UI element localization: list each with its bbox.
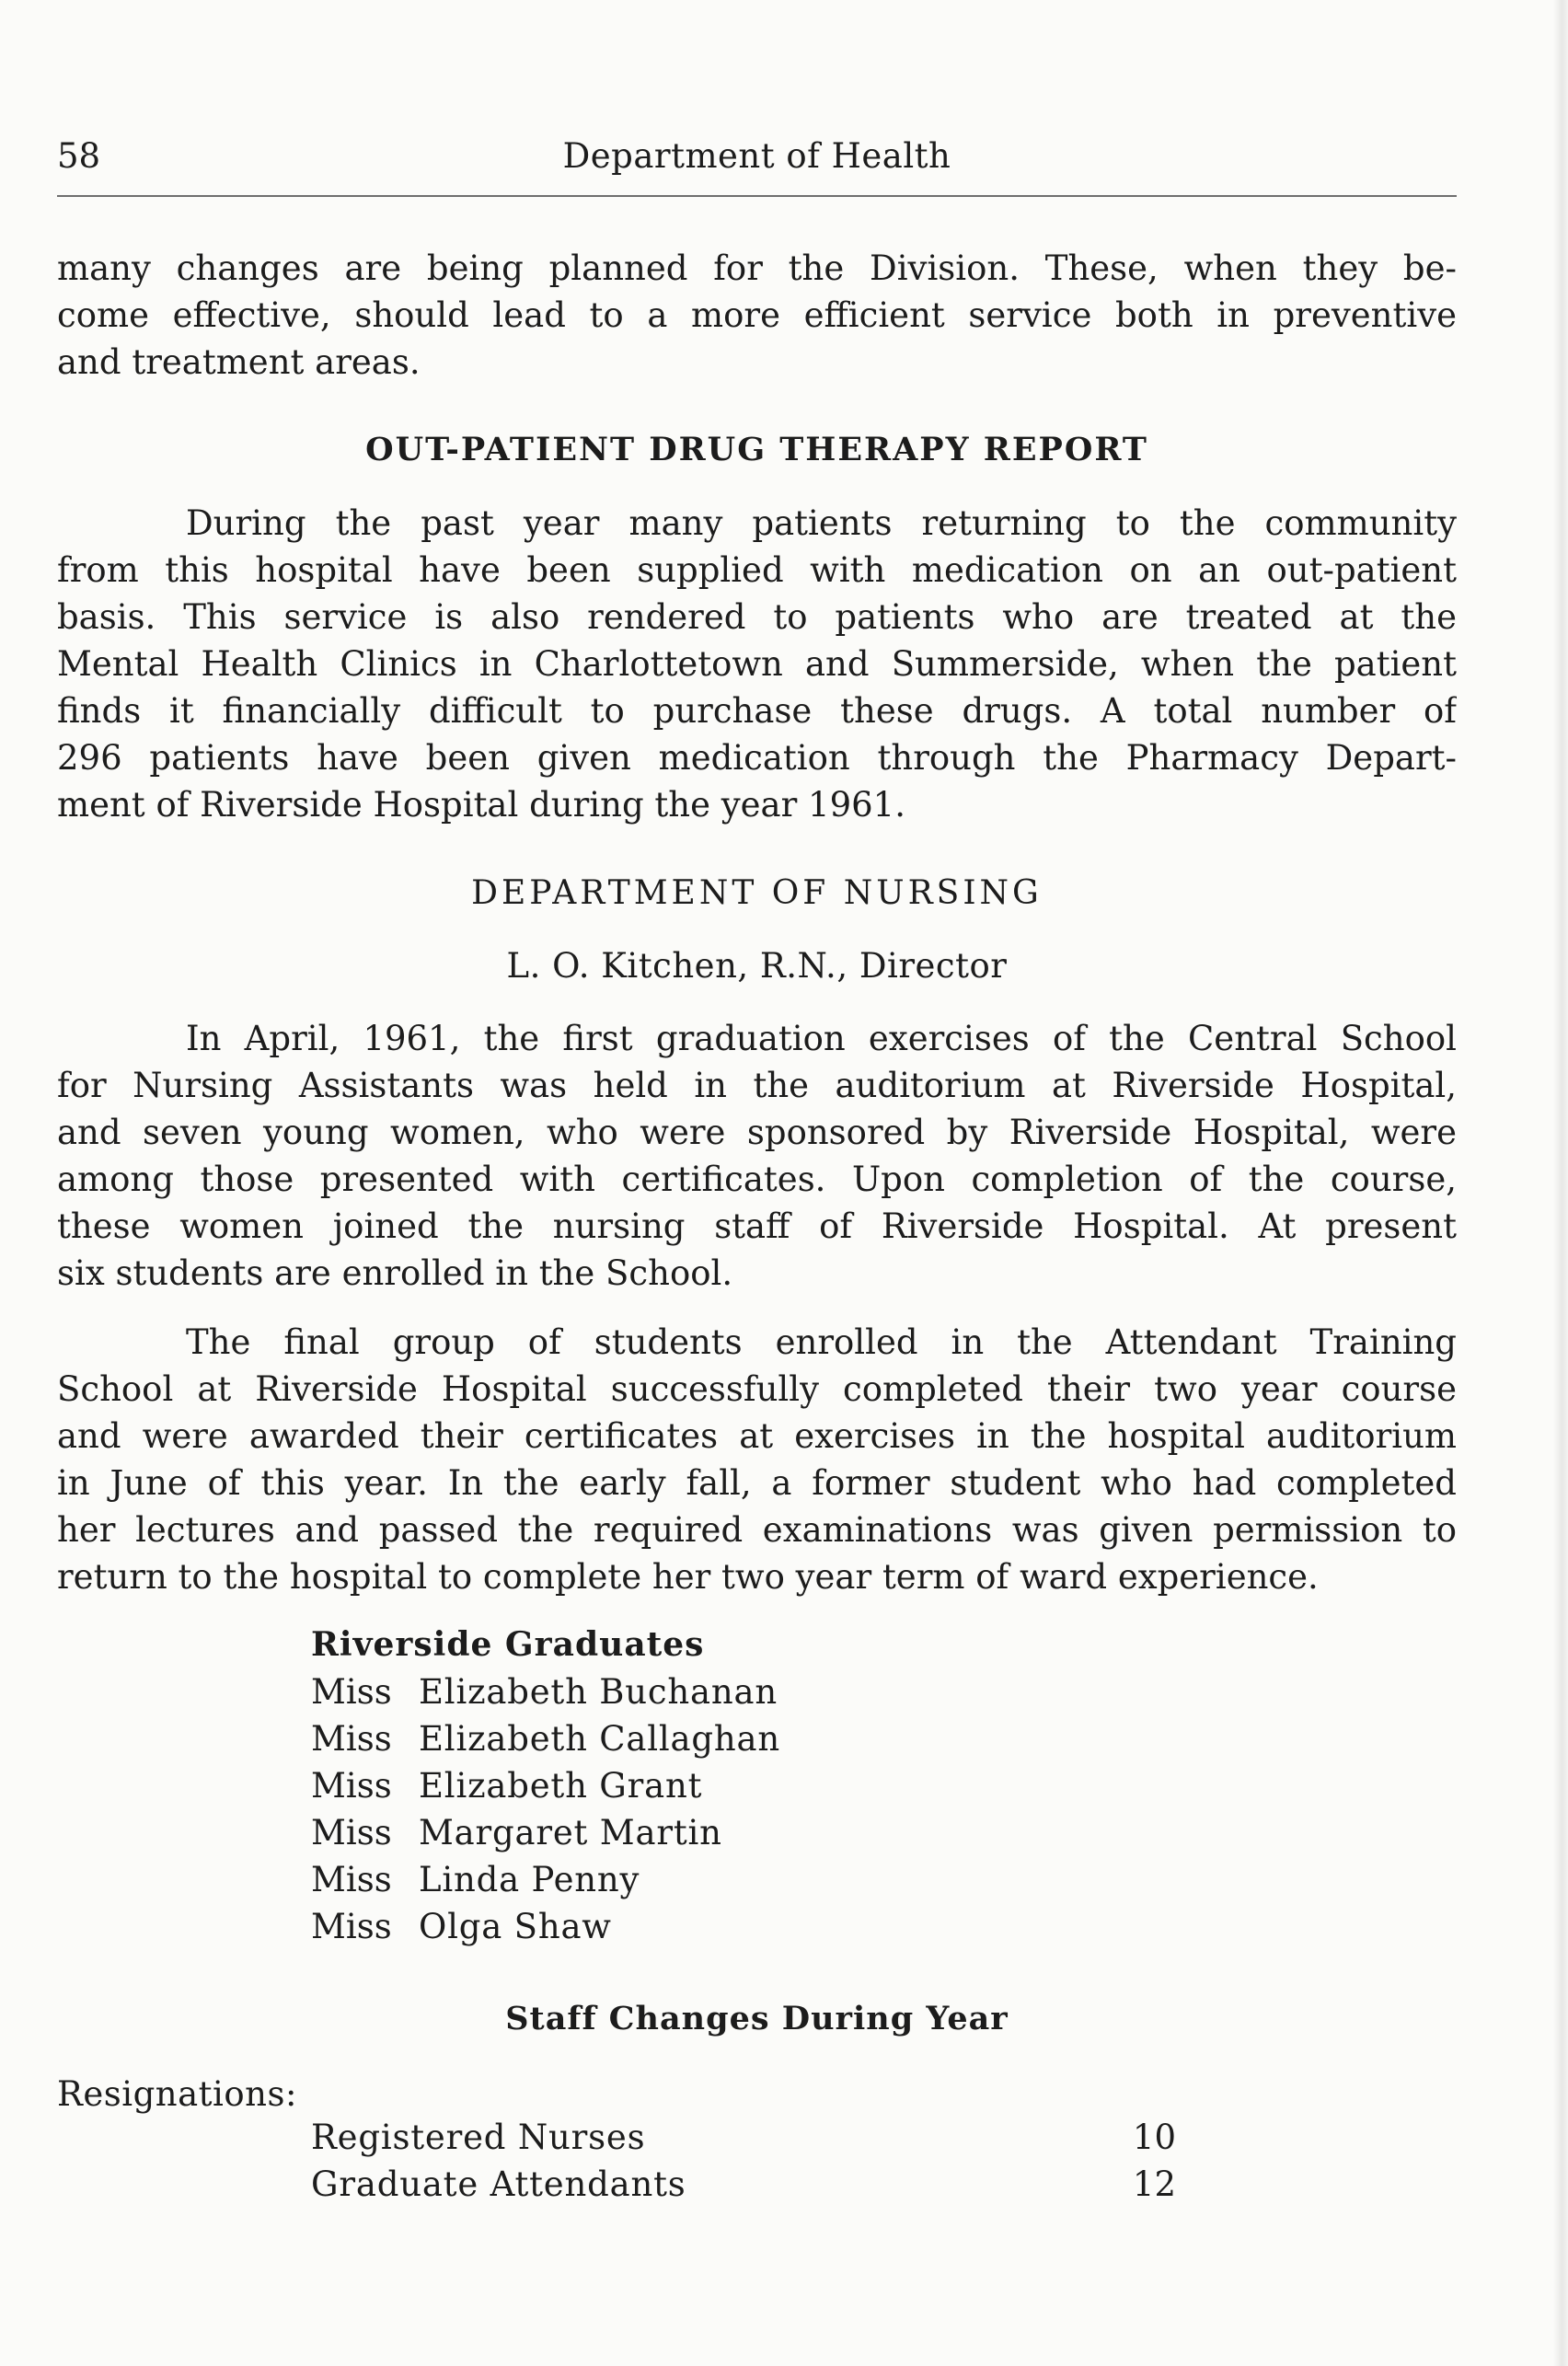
running-title: Department of Health	[562, 136, 951, 176]
graduate-title: Miss	[311, 1860, 392, 1899]
paragraph-line: finds it financially difficult to purchase these drugs. A total number of	[57, 691, 1457, 731]
paragraph-line: among those presented with certificates. Upon completion of the course,	[57, 1160, 1457, 1199]
row-count: 12	[1132, 2164, 1176, 2204]
paragraph-line: basis. This service is also rendered to patients who are treated at the	[57, 597, 1457, 637]
paragraph-line: from this hospital have been supplied with medication on an out-patient	[57, 550, 1457, 590]
graduate-entry	[311, 1668, 1139, 1715]
graduate-name: Elizabeth Callaghan	[419, 1719, 780, 1759]
scan-edge-shadow	[1553, 0, 1568, 2366]
drug-therapy-heading: OUT-PATIENT DRUG THERAPY REPORT	[365, 431, 1148, 468]
nursing-heading: DEPARTMENT OF NURSING	[471, 874, 1043, 912]
paragraph-line: return to the hospital to complete her two year term of ward experience.	[57, 1557, 1319, 1597]
graduates-heading: Riverside Graduates	[311, 1625, 705, 1664]
graduate-entry	[311, 1809, 1139, 1856]
graduate-entry	[311, 1856, 1139, 1903]
graduate-entry	[311, 1715, 1139, 1762]
paragraph-line: many changes are being planned for the Division. These, when they be-	[57, 248, 1457, 288]
graduate-name: Olga Shaw	[419, 1907, 612, 1946]
paragraph-line: School at Riverside Hospital successfully completed their two year course	[57, 1369, 1457, 1409]
row-count: 10	[1132, 2118, 1176, 2157]
staff-changes-table	[311, 2114, 1176, 2208]
page-number: 58	[57, 136, 101, 176]
graduate-title: Miss	[311, 1907, 392, 1946]
graduate-title: Miss	[311, 1813, 392, 1852]
row-label: Graduate Attendants	[311, 2164, 686, 2204]
graduates-list	[311, 1622, 1139, 1950]
paragraph-line: Mental Health Clinics in Charlottetown and Summerside, when the patient	[57, 644, 1457, 684]
graduate-name: Elizabeth Buchanan	[419, 1672, 778, 1712]
running-head	[57, 133, 1457, 179]
paragraph-line: six students are enrolled in the School.	[57, 1253, 733, 1293]
paragraph-line: ment of Riverside Hospital during the year 1961.	[57, 785, 905, 825]
paragraph-line: these women joined the nursing staff of Riverside Hospital. At present	[57, 1206, 1457, 1246]
graduate-entry	[311, 1762, 1139, 1809]
paragraph-line: The final group of students enrolled in the Attendant Training	[186, 1322, 1457, 1362]
paragraph-line: her lectures and passed the required examinations was given permission to	[57, 1510, 1457, 1550]
graduate-name: Margaret Martin	[419, 1813, 722, 1852]
header-rule	[57, 195, 1457, 197]
paragraph-line: During the past year many patients returning to the community	[186, 503, 1457, 543]
graduate-name: Linda Penny	[419, 1860, 640, 1899]
continuation-paragraph	[57, 245, 1457, 386]
paragraph-line: and were awarded their certificates at exercises in the hospital auditorium	[57, 1416, 1457, 1456]
table-row	[311, 2161, 1176, 2208]
nursing-paragraph-1	[57, 1015, 1457, 1297]
staff-changes-heading: Staff Changes During Year	[505, 2000, 1009, 2037]
graduate-name: Elizabeth Grant	[419, 1766, 703, 1806]
paragraph-line: in June of this year. In the early fall, a former student who had completed	[57, 1463, 1457, 1503]
graduate-title: Miss	[311, 1719, 392, 1759]
drug-therapy-paragraph	[57, 500, 1457, 828]
graduate-title: Miss	[311, 1766, 392, 1806]
paragraph-line: In April, 1961, the first graduation exercises of the Central School	[186, 1019, 1457, 1058]
paragraph-line: and treatment areas.	[57, 342, 421, 382]
table-row	[311, 2114, 1176, 2161]
graduate-title: Miss	[311, 1672, 392, 1712]
graduate-entry	[311, 1903, 1139, 1950]
nursing-paragraph-2	[57, 1319, 1457, 1600]
nursing-director-byline: L. O. Kitchen, R.N., Director	[506, 946, 1008, 986]
resignations-label: Resignations:	[57, 2074, 297, 2114]
paragraph-line: for Nursing Assistants was held in the auditorium at Riverside Hospital,	[57, 1066, 1457, 1105]
row-label: Registered Nurses	[311, 2118, 646, 2157]
paragraph-line: and seven young women, who were sponsored by Riverside Hospital, were	[57, 1113, 1457, 1152]
paragraph-line: 296 patients have been given medication through the Pharmacy Depart-	[57, 738, 1457, 778]
paragraph-line: come effective, should lead to a more efficient service both in preventive	[57, 295, 1457, 335]
